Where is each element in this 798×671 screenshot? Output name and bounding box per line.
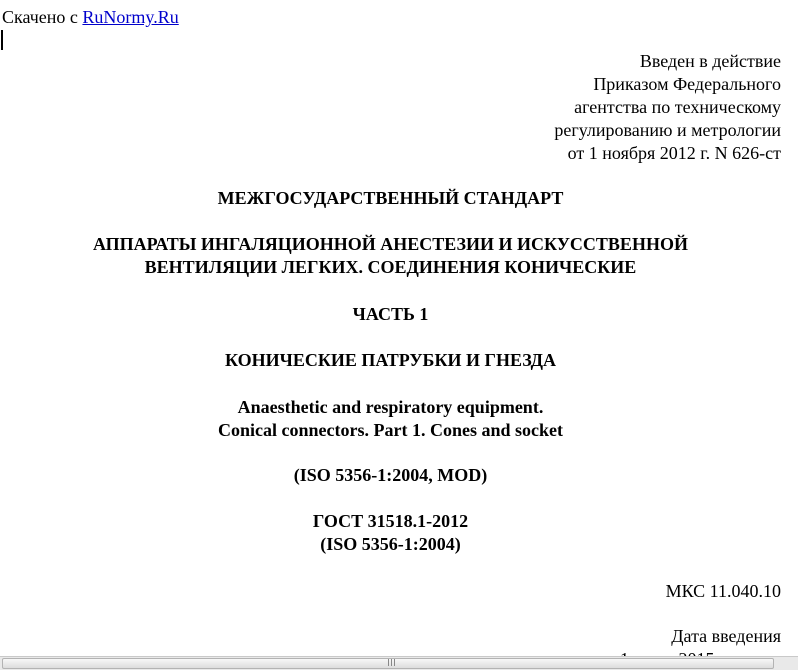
text-caret [1, 30, 3, 50]
enactment-line: агентства по техническому [574, 97, 781, 117]
english-title-line-1: Anaesthetic and respiratory equipment. [237, 397, 544, 417]
standard-type-text: МЕЖГОСУДАРСТВЕННЫЙ СТАНДАРТ [217, 188, 564, 208]
part-text: ЧАСТЬ 1 [352, 304, 429, 324]
iso-mod-text: (ISO 5356-1:2004, MOD) [293, 465, 488, 485]
gost-designation [0, 510, 781, 556]
subtitle-heading [0, 349, 781, 372]
scrollbar-grip-icon [388, 659, 397, 666]
download-source-line [2, 6, 179, 28]
subtitle-text: КОНИЧЕСКИЕ ПАТРУБКИ И ГНЕЗДА [225, 350, 556, 370]
standard-name-line-1: АППАРАТЫ ИНГАЛЯЦИОННОЙ АНЕСТЕЗИИ И ИСКУССТВЕННОЙ [93, 234, 688, 254]
standard-name-line-2: ВЕНТИЛЯЦИИ ЛЕГКИХ. СОЕДИНЕНИЯ КОНИЧЕСКИЕ [144, 257, 637, 277]
english-title [0, 396, 781, 442]
gost-number: ГОСТ 31518.1-2012 [312, 511, 469, 531]
english-title-line-2: Conical connectors. Part 1. Cones and socket [218, 420, 563, 440]
enactment-line: от 1 ноября 2012 г. N 626-ст [567, 143, 781, 163]
enactment-note [554, 50, 781, 165]
enactment-line: регулированию и метрологии [554, 120, 781, 140]
enactment-line: Приказом Федерального [593, 74, 781, 94]
iso-mod-reference [0, 464, 781, 487]
standard-name-heading [0, 233, 781, 279]
mks-code: МКС 11.040.10 [665, 581, 781, 601]
enactment-line: Введен в действие [639, 51, 781, 71]
standard-type-heading [0, 187, 781, 210]
part-heading [0, 303, 781, 326]
date-label: Дата введения [671, 626, 781, 646]
runormy-link[interactable]: RuNormy.Ru [82, 7, 179, 27]
iso-number: (ISO 5356-1:2004) [320, 534, 461, 554]
horizontal-scrollbar[interactable] [0, 656, 798, 670]
download-prefix: Скачено с [2, 7, 83, 27]
